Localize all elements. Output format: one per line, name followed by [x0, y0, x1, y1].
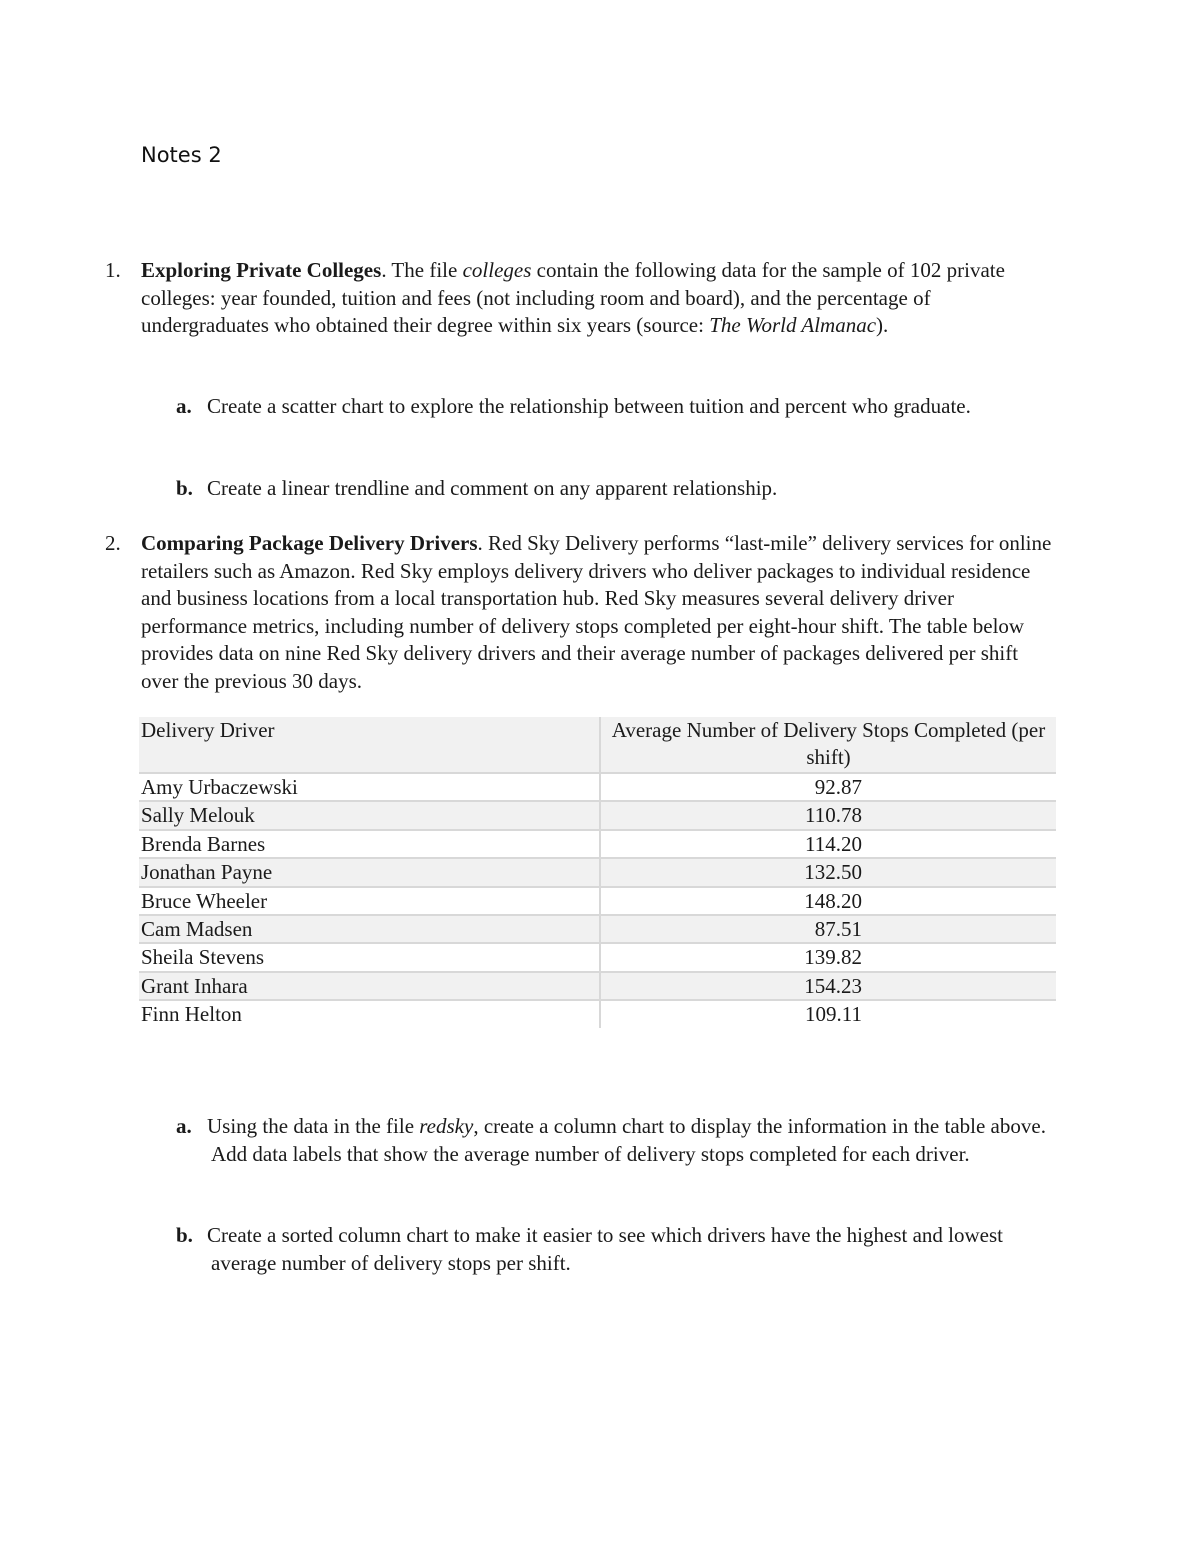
driver-average-stops: 110.78: [805, 803, 862, 828]
driver-name: Sheila Stevens: [139, 943, 600, 971]
driver-average-stops: 154.23: [804, 973, 862, 998]
table-row: [139, 773, 1056, 801]
driver-average-stops: 139.82: [804, 945, 862, 970]
header-delivery-driver: Delivery Driver: [139, 717, 600, 773]
sub-text: Create a sorted column chart to make it easier to see which drivers have the highest and lowest average number of delivery stops per shift.: [207, 1223, 1003, 1275]
sub-letter: b.: [176, 1223, 193, 1247]
question-text: ).: [876, 313, 889, 337]
sub-text: Create a linear trendline and comment on any apparent relationship.: [207, 476, 778, 500]
source-title: The World Almanac: [709, 313, 877, 337]
table-row: [139, 858, 1056, 886]
driver-average-stops: 132.50: [804, 860, 862, 885]
file-name: colleges: [462, 258, 532, 282]
driver-average-stops: 87.51: [814, 916, 862, 941]
question-1a: [176, 393, 1046, 421]
question-number: 1.: [105, 258, 121, 282]
question-heading: Exploring Private Colleges: [141, 258, 382, 282]
driver-name: Jonathan Payne: [139, 858, 600, 886]
question-1: [105, 257, 1056, 340]
question-number: 2.: [105, 531, 121, 555]
driver-name: Sally Melouk: [139, 801, 600, 829]
sub-letter: a.: [176, 1114, 192, 1138]
question-text: . The file: [381, 258, 463, 282]
question-1b: [176, 475, 1046, 503]
table-row: [139, 1000, 1056, 1027]
sub-letter: b.: [176, 476, 193, 500]
file-name: redsky: [419, 1114, 474, 1138]
driver-name: Finn Helton: [139, 1000, 600, 1027]
sub-text: , create a column chart to display the information in the table above. Add data labels that show the average number of delivery stops completed for each driver.: [211, 1114, 1046, 1166]
question-2a: [176, 1113, 1046, 1168]
driver-average-stops: 109.11: [805, 1002, 862, 1027]
driver-name: Cam Madsen: [139, 915, 600, 943]
question-heading: Comparing Package Delivery Drivers: [141, 531, 478, 555]
table-row: [139, 830, 1056, 858]
header-average-stops: Average Number of Delivery Stops Completed (per shift): [600, 717, 1056, 773]
page-title: Notes 2: [141, 143, 222, 167]
sub-text: Using the data in the file: [207, 1114, 420, 1138]
driver-average-stops: 92.87: [814, 775, 862, 799]
question-2: [105, 530, 1056, 695]
driver-name: Bruce Wheeler: [139, 887, 600, 915]
table-row: [139, 943, 1056, 971]
driver-name: Brenda Barnes: [139, 830, 600, 858]
question-text: . Red Sky Delivery performs “last-mile” delivery services for online retailers such as Amazon. Red Sky employs delivery drivers who deliver packages to individual residence and business locations from a local transportation hub. Red Sky measures several delivery driver performance metrics, including number of delivery stops completed per eight-hour shift. The table below provides data on nine Red Sky delivery drivers and their average number of packages delivered per shift over the previous 30 days.: [141, 531, 1052, 693]
driver-name: Amy Urbaczewski: [139, 773, 600, 801]
table-row: [139, 972, 1056, 1000]
driver-table: [139, 717, 1056, 1028]
driver-average-stops: 114.20: [805, 831, 862, 856]
question-text: contain the following data for the sample of 102 private colleges: year founded, tuition and fees (not including room and board), and the percentage of undergraduates who obtained their degree within six years (source:: [141, 258, 1005, 337]
sub-text: Create a scatter chart to explore the relationship between tuition and percent who graduate.: [207, 394, 971, 418]
driver-average-stops: 148.20: [804, 888, 862, 913]
table-row: [139, 801, 1056, 829]
table-row: [139, 915, 1056, 943]
driver-name: Grant Inhara: [139, 972, 600, 1000]
table-row: [139, 887, 1056, 915]
table-header-row: [139, 717, 1056, 773]
question-2b: [176, 1222, 1046, 1277]
sub-letter: a.: [176, 394, 192, 418]
